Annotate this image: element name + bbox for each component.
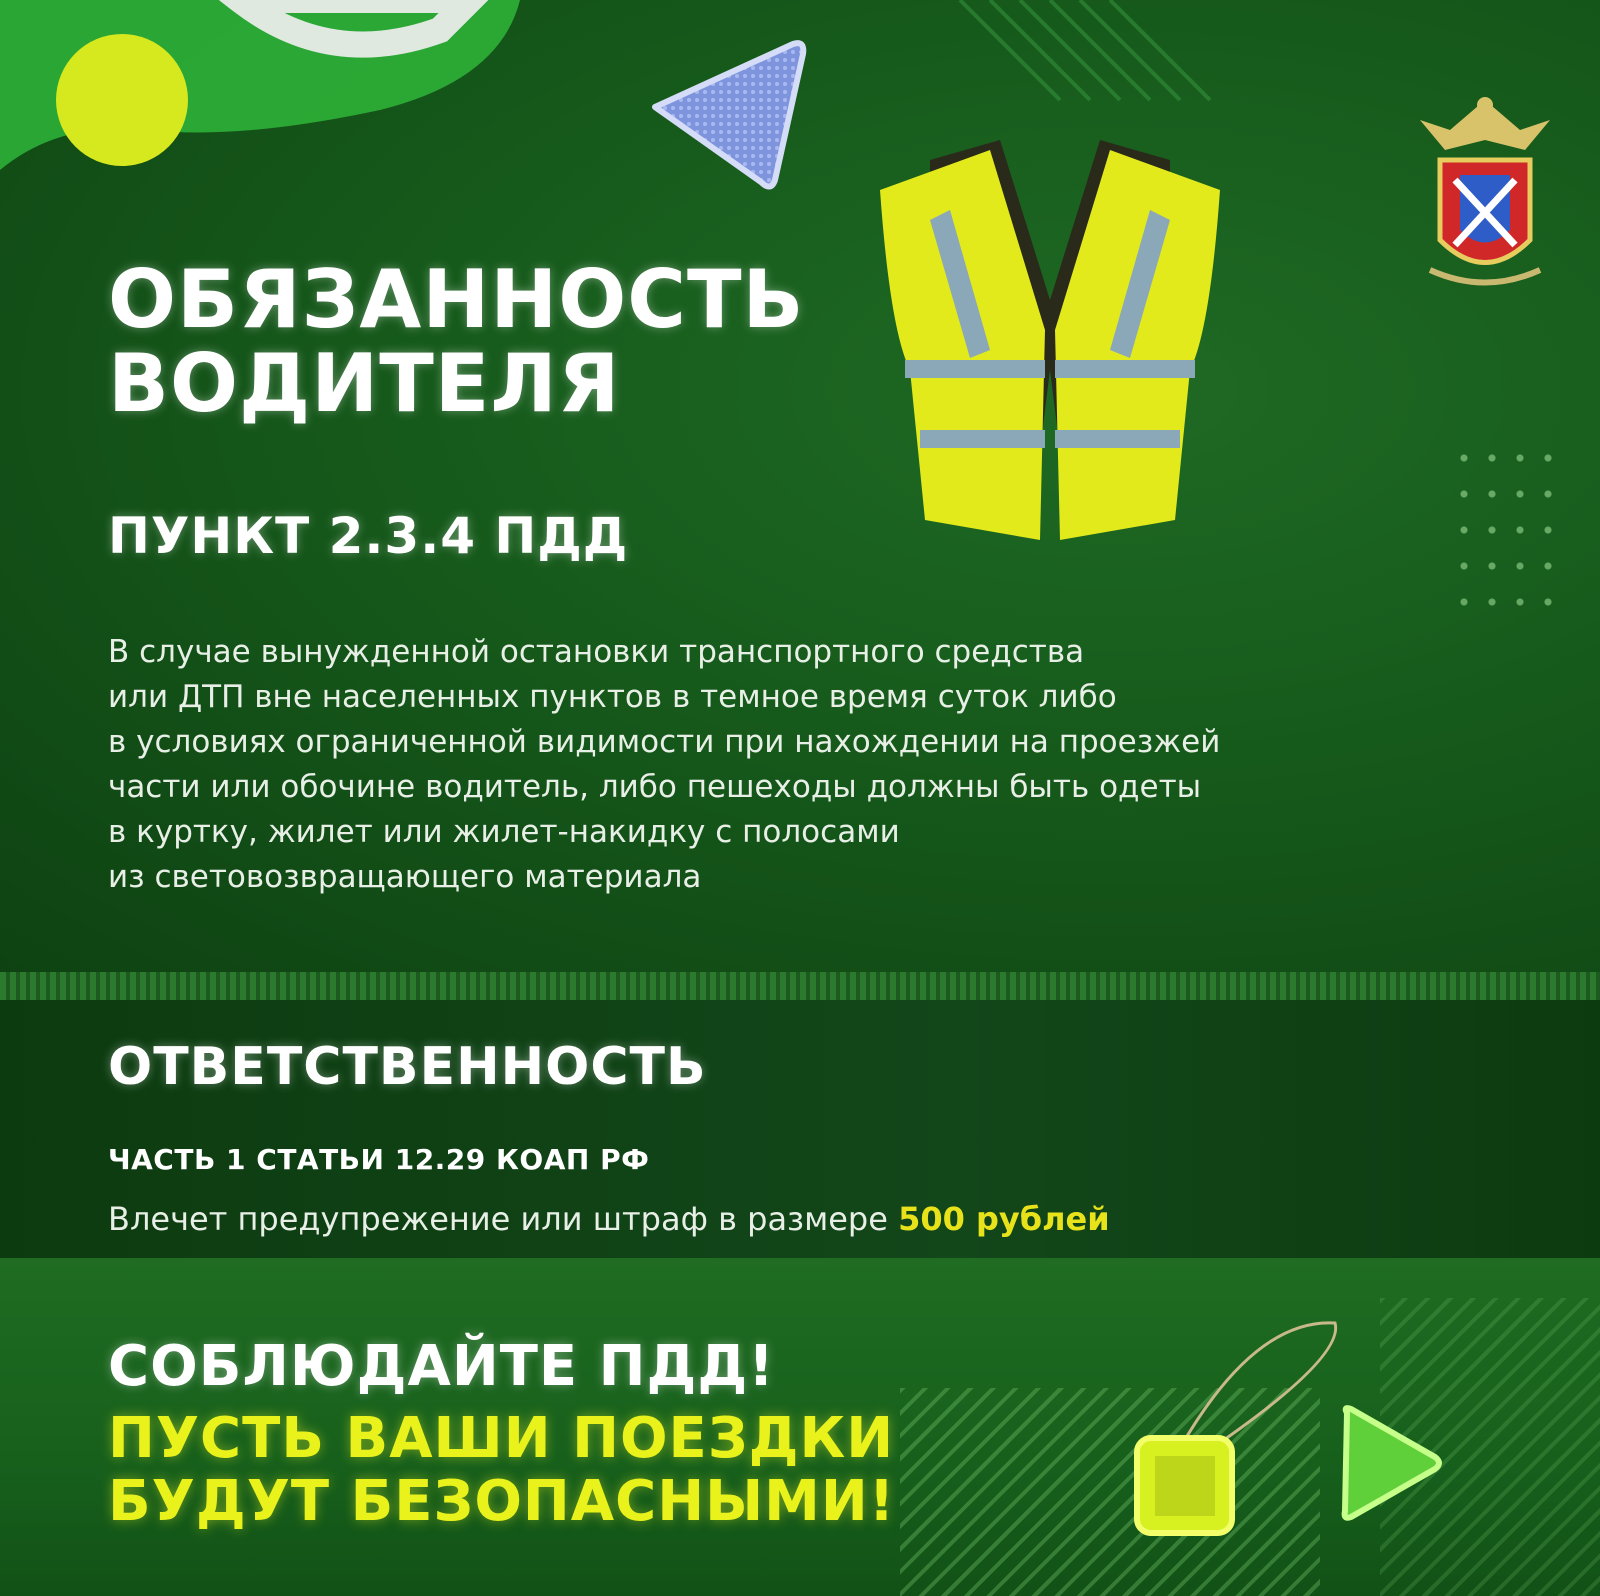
responsibility-text — [108, 1200, 1110, 1238]
rule-line: в куртку, жилет или жилет-накидку с полосами — [108, 814, 900, 850]
rule-heading: ПУНКТ 2.3.4 ПДД — [108, 507, 629, 565]
fine-amount: 500 рублей — [898, 1200, 1110, 1238]
rule-line: В случае вынужденной остановки транспортного средства — [108, 634, 1085, 670]
responsibility-heading: ОТВЕТСТВЕННОСТЬ — [108, 1037, 707, 1097]
reflective-vest-icon — [870, 130, 1230, 550]
section-divider — [0, 972, 1600, 1000]
page-title — [108, 253, 805, 430]
rule-line: части или обочине водитель, либо пешеходы должны быть одеты — [108, 769, 1202, 805]
slogan-line-3: БУДУТ БЕЗОПАСНЫМИ! — [108, 1468, 896, 1534]
responsibility-article: ЧАСТЬ 1 СТАТЬИ 12.29 КОАП РФ — [108, 1143, 650, 1176]
ball-decoration — [56, 34, 188, 166]
slogan-line-1: СОБЛЮДАЙТЕ ПДД! — [108, 1334, 775, 1399]
title-line-2: ВОДИТЕЛЯ — [108, 337, 621, 430]
slogan-line-2: ПУСТЬ ВАШИ ПОЕЗДКИ — [108, 1406, 895, 1471]
title-line-1: ОБЯЗАННОСТЬ — [108, 253, 805, 346]
responsibility-section — [0, 1000, 1600, 1258]
dots-decoration — [1450, 440, 1560, 610]
slogan-section — [0, 1258, 1600, 1596]
penalty-text: Влечет предупрежение или штраф в размере — [108, 1200, 899, 1238]
slogan-highlight — [108, 1408, 895, 1533]
rule-text — [108, 630, 1558, 900]
play-triangle-icon — [1335, 1403, 1445, 1523]
police-emblem-icon — [1410, 70, 1560, 310]
rule-line: или ДТП вне населенных пунктов в темное время суток либо — [108, 679, 1117, 715]
rule-line: из световозвращающего материала — [108, 859, 702, 895]
rule-line: в условиях ограниченной видимости при нахождении на проезжей — [108, 724, 1221, 760]
reflector-triangle-icon — [645, 32, 815, 192]
